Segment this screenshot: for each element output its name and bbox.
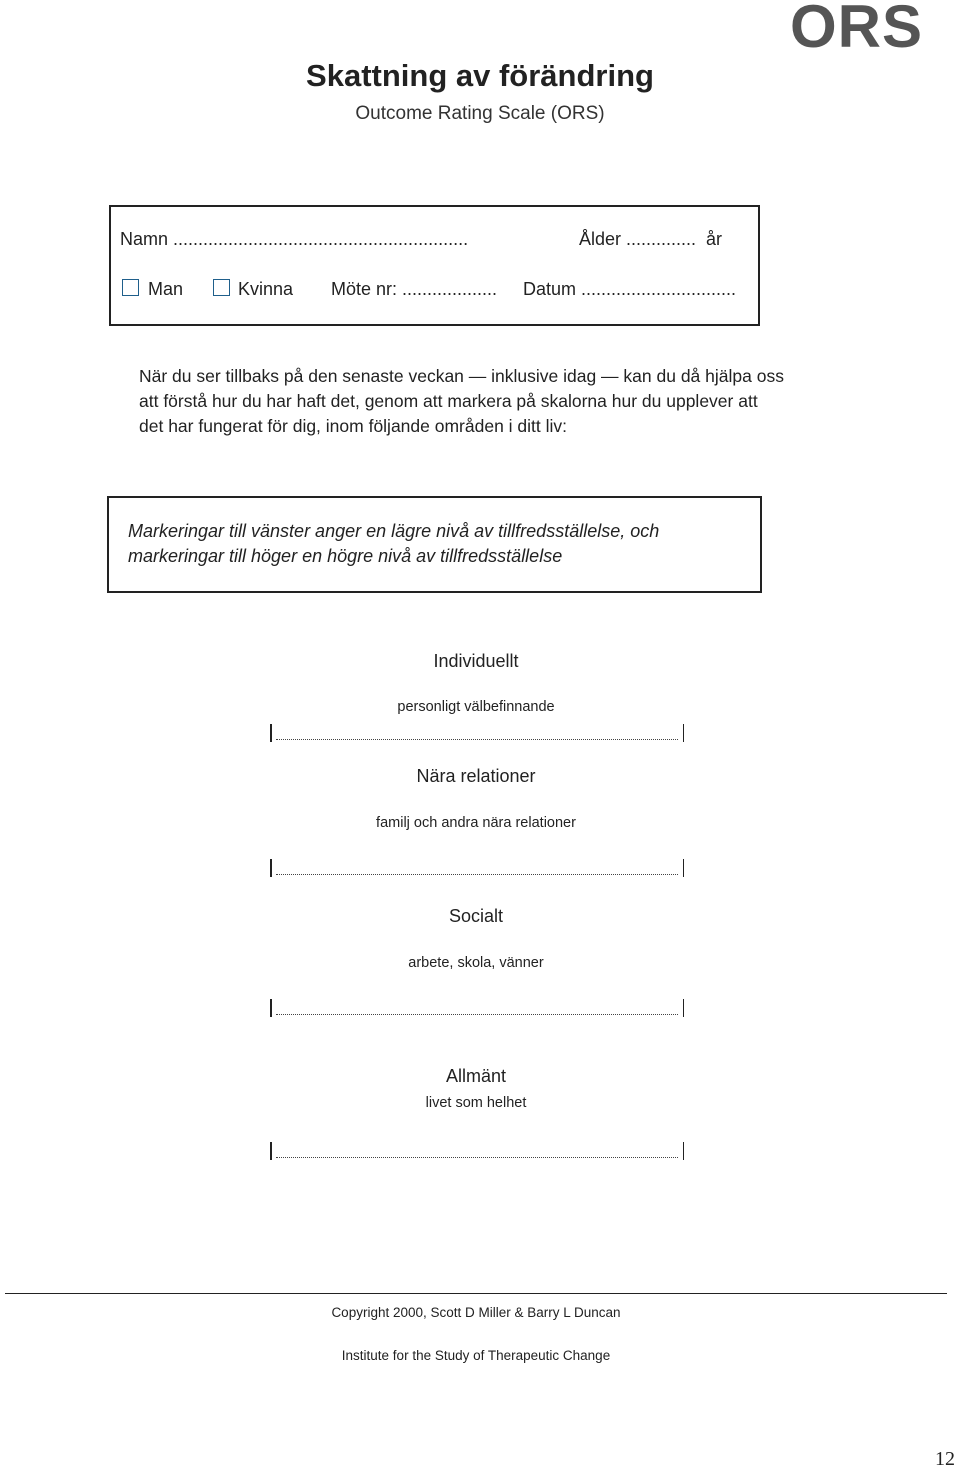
instructions-line: När du ser tillbaks på den senaste veckan — inklusive idag — kan du då hjälpa oss xyxy=(139,366,784,386)
scale-general-subtitle: livet som helhet xyxy=(425,1095,527,1111)
meeting-number-field[interactable]: Möte nr: ................... xyxy=(331,279,498,299)
scale-relations-title: Nära relationer xyxy=(416,766,536,786)
ors-logo: ORS xyxy=(790,0,924,60)
male-label: Man xyxy=(148,279,184,299)
scale-relations-subtitle: familj och andra nära relationer xyxy=(376,815,576,831)
note-line: Markeringar till vänster anger en lägre nivå av tillfredsställelse, och xyxy=(128,521,660,541)
page-number: 12 xyxy=(935,1448,955,1470)
scale-individual-title: Individuellt xyxy=(433,651,519,671)
female-checkbox[interactable] xyxy=(213,279,230,296)
footer-divider xyxy=(5,1293,947,1294)
female-label: Kvinna xyxy=(238,279,294,299)
scale-social-title: Socialt xyxy=(448,906,504,926)
instructions-line: det har fungerat för dig, inom följande områden i ditt liv: xyxy=(139,416,568,436)
note-line: markeringar till höger en högre nivå av tillfredsställelse xyxy=(128,546,563,566)
copyright-text: Copyright 2000, Scott D Miller & Barry L Duncan xyxy=(331,1305,621,1320)
scale-relations-line[interactable] xyxy=(270,859,684,877)
page-subtitle: Outcome Rating Scale (ORS) xyxy=(355,103,605,124)
scale-individual-subtitle: personligt välbefinnande xyxy=(397,699,555,715)
scale-general-title: Allmänt xyxy=(445,1066,507,1086)
scale-individual-line[interactable] xyxy=(270,724,684,742)
instructions-text xyxy=(139,364,839,439)
name-field[interactable]: Namn ........................................................... xyxy=(120,229,469,249)
date-field[interactable]: Datum ............................... xyxy=(523,279,737,299)
scale-general-line[interactable] xyxy=(270,1142,684,1160)
scale-note-text xyxy=(128,519,748,569)
scale-social-line[interactable] xyxy=(270,999,684,1017)
male-checkbox[interactable] xyxy=(122,279,139,296)
client-info-box xyxy=(109,205,760,326)
page-title: Skattning av förändring xyxy=(306,58,654,93)
age-field[interactable]: Ålder .............. år xyxy=(579,229,723,249)
instructions-line: att förstå hur du har haft det, genom att markera på skalorna hur du upplever att xyxy=(139,391,758,411)
institute-text: Institute for the Study of Therapeutic Change xyxy=(341,1348,611,1363)
scale-social-subtitle: arbete, skola, vänner xyxy=(408,955,544,971)
